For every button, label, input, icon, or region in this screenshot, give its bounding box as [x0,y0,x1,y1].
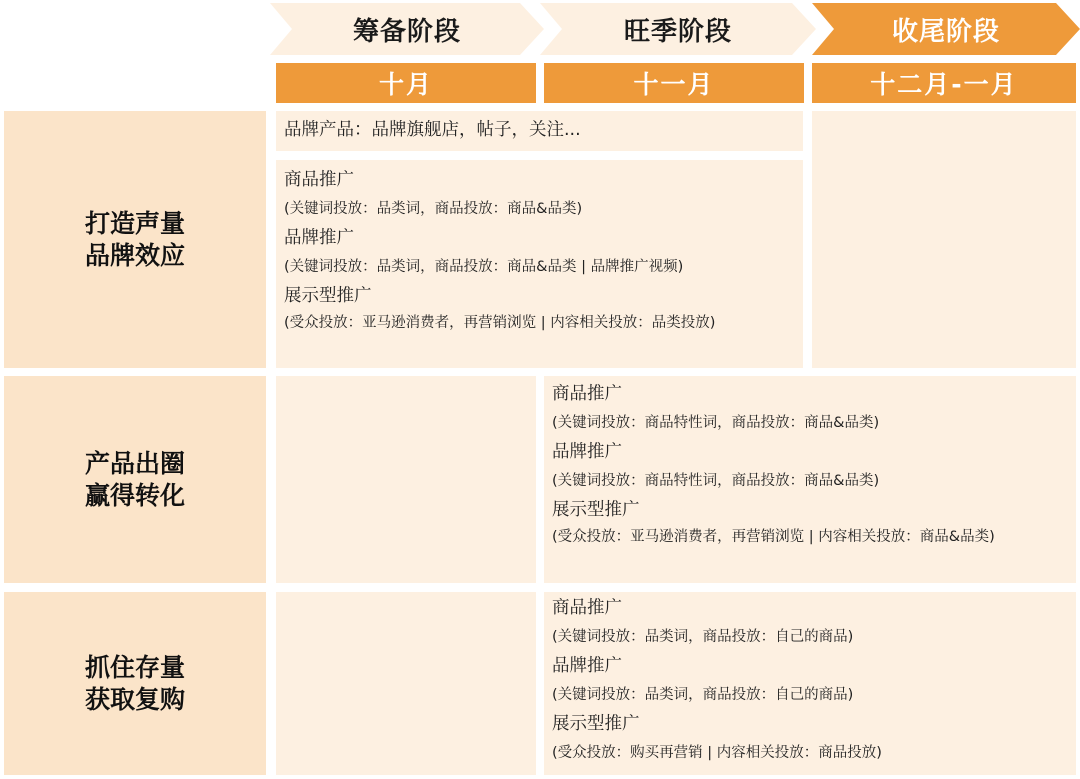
block-detail: (受众投放：购买再营销 | 内容相关投放：商品投放) [552,745,882,761]
cell-brand-product [276,111,803,151]
row-header-brand-voice [4,111,266,368]
block-detail: (关键词投放：商品特性词，商品投放：商品&品类) [552,415,880,431]
phase-chevron-prep [270,3,544,55]
block-detail: (受众投放：亚马逊消费者，再营销浏览 | 内容相关投放：品类投放) [284,315,716,331]
cell-brand-voice-closing [812,111,1076,368]
block-heading: 品牌推广 [552,442,622,462]
block-heading: 展示型推广 [552,714,640,734]
block-heading: 品牌推广 [552,656,622,676]
row-title-line: 产品出圈 [84,448,185,478]
cell-retention-october [276,592,536,775]
block-detail: (关键词投放：商品特性词，商品投放：商品&品类) [552,473,880,489]
block-heading: 品牌推广 [284,228,354,248]
month-header-november: 十一月 [544,63,804,103]
block-heading: 商品推广 [552,598,622,618]
block-heading: 商品推广 [284,170,354,190]
row-header-product-conversion [4,376,266,583]
phase-chevron-closing [812,3,1080,55]
phase-chevron-peak [540,3,816,55]
block-heading: 展示型推广 [552,500,640,520]
row-title-line: 打造声量 [84,208,185,238]
row-title-line: 赢得转化 [84,480,185,510]
block-heading: 商品推广 [552,384,622,404]
block-heading: 展示型推广 [284,286,372,306]
cell-conversion-october [276,376,536,583]
cell-conversion-ads [544,376,1076,583]
month-header-october: 十月 [276,63,536,103]
row-header-retention [4,592,266,775]
block-detail: (关键词投放：品类词，商品投放：商品&品类 | 品牌推广视频) [284,259,684,275]
block-detail: (关键词投放：品类词，商品投放：商品&品类) [284,201,583,217]
block-detail: (受众投放：亚马逊消费者，再营销浏览 | 内容相关投放：商品&品类) [552,529,995,545]
cell-retention-ads [544,592,1076,775]
month-header-dec-jan: 十二月-一月 [812,63,1076,103]
brand-product-text: 品牌产品：品牌旗舰店，帖子，关注... [284,120,581,140]
row-title-line: 品牌效应 [84,240,185,270]
phase-label-closing: 收尾阶段 [891,16,1000,47]
phase-label-prep: 筹备阶段 [352,16,461,47]
phase-label-peak: 旺季阶段 [623,16,732,47]
row-title-line: 获取复购 [84,684,185,714]
block-detail: (关键词投放：品类词，商品投放：自己的商品) [552,687,854,703]
row-title-line: 抓住存量 [84,652,185,682]
cell-brand-voice-ads [276,160,803,368]
block-detail: (关键词投放：品类词，商品投放：自己的商品) [552,629,854,645]
